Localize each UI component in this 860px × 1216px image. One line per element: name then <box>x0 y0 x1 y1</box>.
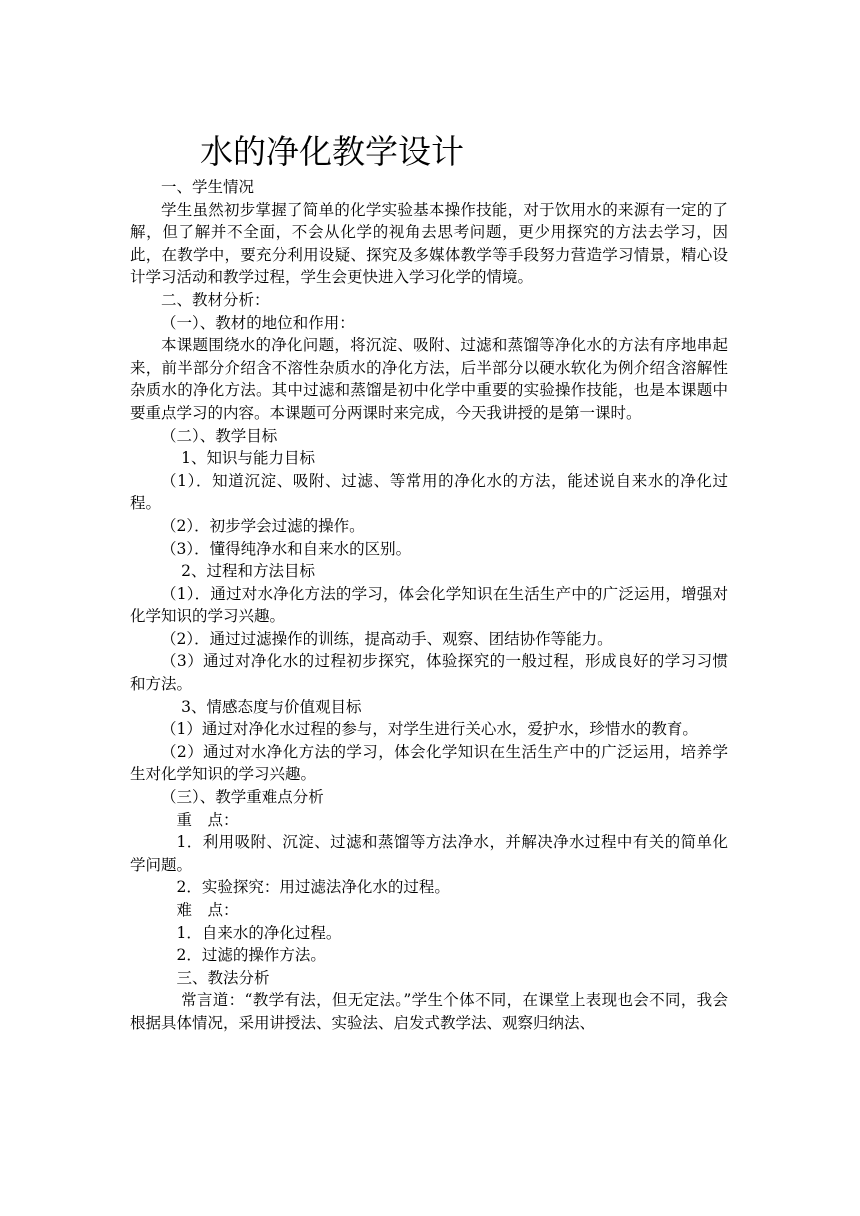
paragraph: （2）通过对水净化方法的学习，体会化学知识在生活生产中的广泛运用，培养学生对化学知识的学习兴趣。 <box>130 742 728 784</box>
paragraph: 2．过滤的操作方法。 <box>176 946 326 965</box>
paragraph: 二、教材分析： <box>161 290 270 309</box>
paragraph: （2）．通过过滤操作的训练，提高动手、观察、团结协作等能力。 <box>161 629 613 648</box>
paragraph: 难 点： <box>176 901 239 919</box>
paragraph: 三、教法分析 <box>176 968 270 987</box>
paragraph: 2．实验探究：用过滤法净化水的过程。 <box>176 878 450 897</box>
paragraph: 2、过程和方法目标 <box>181 562 316 581</box>
document-body <box>130 176 728 1035</box>
paragraph: （1）．知道沉淀、吸附、过滤、等常用的净化水的方法，能述说自来水的净化过程。 <box>130 471 728 513</box>
paragraph: 1．自来水的净化过程。 <box>176 923 342 942</box>
paragraph: （1）通过对净化水过程的参与，对学生进行关心水，爱护水，珍惜水的教育。 <box>161 720 698 739</box>
paragraph: 一、学生情况 <box>161 178 255 196</box>
paragraph: （3）通过对净化水的过程初步探究，体验探究的一般过程，形成良好的学习习惯和方法。 <box>130 652 728 694</box>
paragraph: 1、知识与能力目标 <box>181 449 316 468</box>
paragraph: 常言道：“教学有法，但无定法。”学生个体不同，在课堂上表现也会不同，我会根据具体情况，采用讲授法、实验法、启发式教学法、观察归纳法、 <box>130 991 728 1032</box>
paragraph: （一）、教材的地位和作用： <box>161 313 355 332</box>
paragraph: 1．利用吸附、沉淀、过滤和蒸馏等方法净水，并解决净水过程中有关的简单化学问题。 <box>130 833 728 874</box>
document-title: 水的净化教学设计 <box>200 132 464 171</box>
paragraph: 学生虽然初步掌握了简单的化学实验基本操作技能，对于饮用水的来源有一定的了解，但了解并不全面，不会从化学的视角去思考问题，更少用探究的方法去学习，因此，在教学中，要充分利用设疑、探究及多媒体教学等手段努力营造学习情景，精心设计学习活动和教学过程，学生会更快进入学习化学的情境。 <box>130 200 728 287</box>
paragraph: （二）、教学目标 <box>161 426 278 445</box>
paragraph: 本课题围绕水的净化问题，将沉淀、吸附、过滤和蒸馏等净化水的方法有序地串起来，前半部分介绍含不溶性杂质水的净化方法，后半部分以硬水软化为例介绍含溶解性杂质水的净化方法。其中过滤和蒸馏是初中化学中重要的实验操作技能，也是本课题中要重点学习的内容。本课题可分两课时来完成，今天我讲授的是第一课时。 <box>130 336 728 422</box>
document-page <box>130 130 728 1035</box>
paragraph: （3）．懂得纯净水和自来水的区别。 <box>161 539 412 558</box>
paragraph: （三）、教学重难点分析 <box>161 788 324 807</box>
paragraph: 重 点： <box>176 810 239 829</box>
paragraph: （2）．初步学会过滤的操作。 <box>161 516 365 535</box>
paragraph: （1）．通过对水净化方法的学习，体会化学知识在生活生产中的广泛运用，增强对化学知识的学习兴趣。 <box>130 584 728 626</box>
paragraph: 3、情感态度与价值观目标 <box>181 697 362 716</box>
